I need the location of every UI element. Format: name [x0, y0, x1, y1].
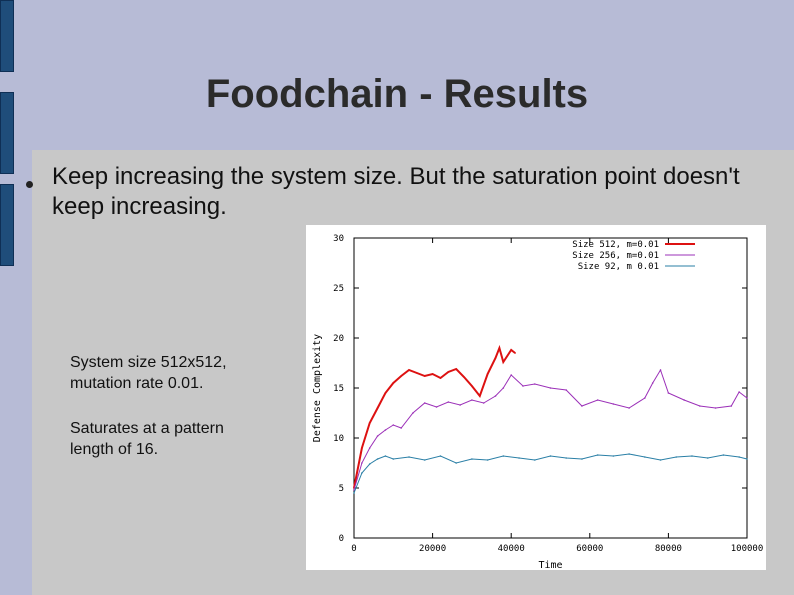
data-point [487, 459, 489, 461]
x-tick-label: 40000 [497, 544, 525, 554]
data-point [361, 462, 363, 464]
data-point [408, 369, 410, 371]
data-point [675, 456, 677, 458]
data-point [581, 458, 583, 460]
data-point [385, 429, 387, 431]
data-point [495, 395, 497, 397]
data-point [436, 406, 438, 408]
data-point [510, 374, 512, 376]
data-point [369, 463, 371, 465]
data-point [514, 352, 516, 354]
line-chart [306, 225, 766, 570]
data-point [707, 457, 709, 459]
data-point [565, 389, 567, 391]
x-tick-label: 80000 [654, 544, 682, 554]
data-point [699, 405, 701, 407]
data-point [628, 407, 630, 409]
y-tick-label: 15 [333, 384, 344, 394]
data-point [412, 412, 414, 414]
x-axis-label: Time [538, 560, 563, 570]
data-point [471, 399, 473, 401]
data-point [369, 422, 371, 424]
data-point [683, 399, 685, 401]
bullet-text: Keep increasing the system size. But the saturation point doesn't keep increasing. [52, 163, 740, 220]
data-point [385, 455, 387, 457]
legend-label-2: Size 256, m=0.01 [572, 251, 659, 261]
legend-label-3: Size 92, m 0.01 [577, 262, 659, 272]
data-point [503, 361, 505, 363]
data-point [377, 458, 379, 460]
data-point [738, 456, 740, 458]
data-point [503, 455, 505, 457]
data-point [746, 458, 748, 460]
data-point [723, 454, 725, 456]
data-point [534, 459, 536, 461]
data-point [550, 387, 552, 389]
data-point [644, 397, 646, 399]
data-point [660, 369, 662, 371]
data-point [385, 392, 387, 394]
x-tick-label: 20000 [419, 544, 447, 554]
y-tick-label: 5 [338, 484, 344, 494]
data-point [440, 377, 442, 379]
data-point [613, 403, 615, 405]
data-point [518, 457, 520, 459]
y-tick-label: 25 [333, 284, 344, 294]
note-saturation: Saturates at a pattern length of 16. [70, 420, 224, 458]
data-point [377, 407, 379, 409]
slide-title: Foodchain - Results [205, 72, 589, 116]
data-point [483, 402, 485, 404]
data-point [400, 375, 402, 377]
data-point [479, 395, 481, 397]
data-point [730, 405, 732, 407]
rail-bar-3 [0, 184, 14, 266]
bullet-icon [26, 181, 33, 188]
y-tick-label: 10 [333, 434, 344, 444]
data-point [691, 455, 693, 457]
data-point [522, 385, 524, 387]
note-system-size: System size 512x512, mutation rate 0.01. [70, 354, 227, 392]
data-point [510, 349, 512, 351]
legend-label-1: Size 512, m=0.01 [572, 240, 659, 250]
data-point [448, 401, 450, 403]
data-point [424, 459, 426, 461]
data-point [361, 447, 363, 449]
data-point [660, 459, 662, 461]
data-point [440, 455, 442, 457]
data-point [746, 397, 748, 399]
data-point [499, 347, 501, 349]
data-point [565, 457, 567, 459]
data-point [463, 376, 465, 378]
series-line-1 [354, 348, 515, 488]
data-point [471, 458, 473, 460]
data-point [581, 405, 583, 407]
data-point [597, 454, 599, 456]
y-axis-label: Defense Complexity [312, 333, 323, 443]
data-point [644, 456, 646, 458]
data-point [668, 392, 670, 394]
data-point [400, 427, 402, 429]
data-point [432, 373, 434, 375]
data-point [455, 462, 457, 464]
data-point [487, 373, 489, 375]
rail-bar-1 [0, 0, 14, 72]
data-point [416, 372, 418, 374]
data-point [459, 404, 461, 406]
chart-container [306, 225, 766, 570]
data-point [424, 402, 426, 404]
y-tick-label: 20 [333, 334, 344, 344]
data-point [393, 458, 395, 460]
x-tick-label: 100000 [730, 544, 764, 554]
data-point [652, 382, 654, 384]
data-point [613, 455, 615, 457]
data-point [597, 399, 599, 401]
data-point [424, 375, 426, 377]
data-point [534, 383, 536, 385]
data-point [550, 455, 552, 457]
data-point [471, 385, 473, 387]
data-point [361, 472, 363, 474]
data-point [353, 492, 355, 494]
x-tick-label: 60000 [576, 544, 604, 554]
data-point [628, 453, 630, 455]
y-tick-label: 0 [338, 534, 344, 544]
data-point [377, 435, 379, 437]
y-tick-label: 30 [333, 234, 344, 244]
data-point [715, 407, 717, 409]
data-point [369, 447, 371, 449]
series-line-3 [354, 454, 747, 493]
data-point [738, 391, 740, 393]
data-point [503, 387, 505, 389]
data-point [393, 424, 395, 426]
x-tick-label: 0 [351, 544, 357, 554]
data-point [448, 371, 450, 373]
data-point [455, 368, 457, 370]
data-point [393, 382, 395, 384]
data-point [408, 456, 410, 458]
data-point [495, 357, 497, 359]
